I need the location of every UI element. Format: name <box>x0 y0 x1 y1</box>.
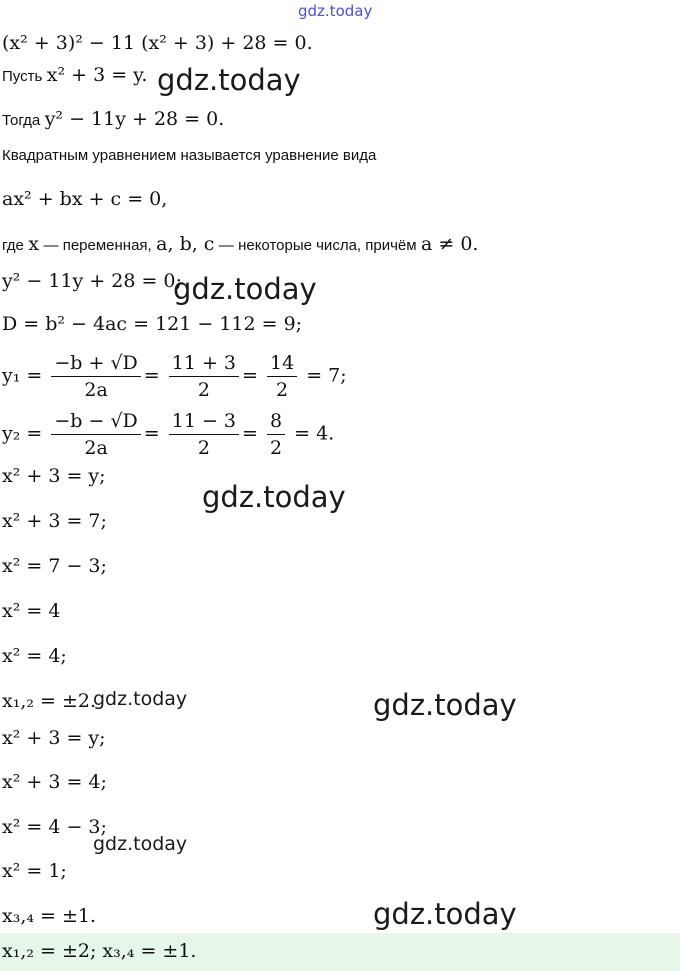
explanation-part: — некоторые числа, причём <box>218 237 417 254</box>
watermark-top: gdz.today <box>298 2 373 20</box>
watermark: gdz.today <box>173 272 317 306</box>
case2-step: x² = 4 − 3; <box>2 816 107 838</box>
answer-text: x₁,₂ = ±2; x₃,₄ = ±1. <box>2 940 197 962</box>
definition-explanation <box>2 233 478 255</box>
definition-text: Квадратным уравнением называется уравнение вида <box>2 147 377 164</box>
root-y1: y₁ = $\frac{-b + √D}{2a}$ = $\frac{11 + 3}{2}$ = $\frac{14}{2}$ = 7; <box>2 352 347 401</box>
root-y1-lhs: y₁ = <box>2 364 43 387</box>
explanation-coeffs: a, b, c <box>156 233 215 255</box>
general-form: ax² + bx + c = 0, <box>2 188 168 210</box>
case1-step: x² = 4 <box>2 600 61 622</box>
substitution-label: Пусть <box>2 68 43 85</box>
watermark: gdz.today <box>202 480 346 514</box>
fraction: $\frac{11 - 3}{2}$ <box>169 410 239 456</box>
fraction: $\frac{8}{2}$ <box>267 410 285 456</box>
discriminant-line: D = b² − 4ac = 121 − 112 = 9; <box>2 313 303 335</box>
root-y2-lhs: y₂ = <box>2 422 43 445</box>
then-line <box>2 108 224 130</box>
watermark: gdz.today <box>93 833 188 855</box>
case1-step: x² = 4; <box>2 645 67 667</box>
root-y2: y₂ = $\frac{-b - √D}{2a}$ = $\frac{11 - 3}{2}$ = $\frac{8}{2}$ = 4. <box>2 410 334 456</box>
root-y1-result: = 7; <box>306 364 347 387</box>
case1-step: x² + 3 = 7; <box>2 510 107 532</box>
fraction: $\frac{-b + √D}{2a}$ <box>51 352 140 401</box>
equation-original: (x² + 3)² − 11 (x² + 3) + 28 = 0. <box>2 32 313 54</box>
equation-in-y: y² − 11y + 28 = 0; <box>2 270 182 292</box>
case1-step: x² = 7 − 3; <box>2 555 107 577</box>
watermark: gdz.today <box>93 688 188 710</box>
watermark: gdz.today <box>373 688 517 722</box>
fraction: $\frac{-b - √D}{2a}$ <box>51 410 140 456</box>
case2-step: x² + 3 = 4; <box>2 771 107 793</box>
case2-step: x² = 1; <box>2 860 67 882</box>
explanation-part: где <box>2 237 24 254</box>
fraction: $\frac{14}{2}$ <box>267 352 297 401</box>
case1-step: x² + 3 = y; <box>2 465 106 487</box>
explanation-condition: a ≠ 0. <box>421 233 479 255</box>
then-math: y² − 11y + 28 = 0. <box>44 108 225 130</box>
case2-step: x² + 3 = y; <box>2 727 106 749</box>
case1-result: x₁,₂ = ±2. <box>2 690 97 712</box>
then-label: Тогда <box>2 112 41 129</box>
explanation-var: x <box>28 233 40 255</box>
watermark: gdz.today <box>157 63 301 97</box>
case2-result: x₃,₄ = ±1. <box>2 905 97 927</box>
substitution-line <box>2 64 147 86</box>
explanation-part: — переменная, <box>43 237 152 254</box>
fraction: $\frac{11 + 3}{2}$ <box>169 352 239 401</box>
watermark: gdz.today <box>373 897 517 931</box>
root-y2-result: = 4. <box>294 422 335 445</box>
substitution-math: x² + 3 = y. <box>46 64 148 86</box>
